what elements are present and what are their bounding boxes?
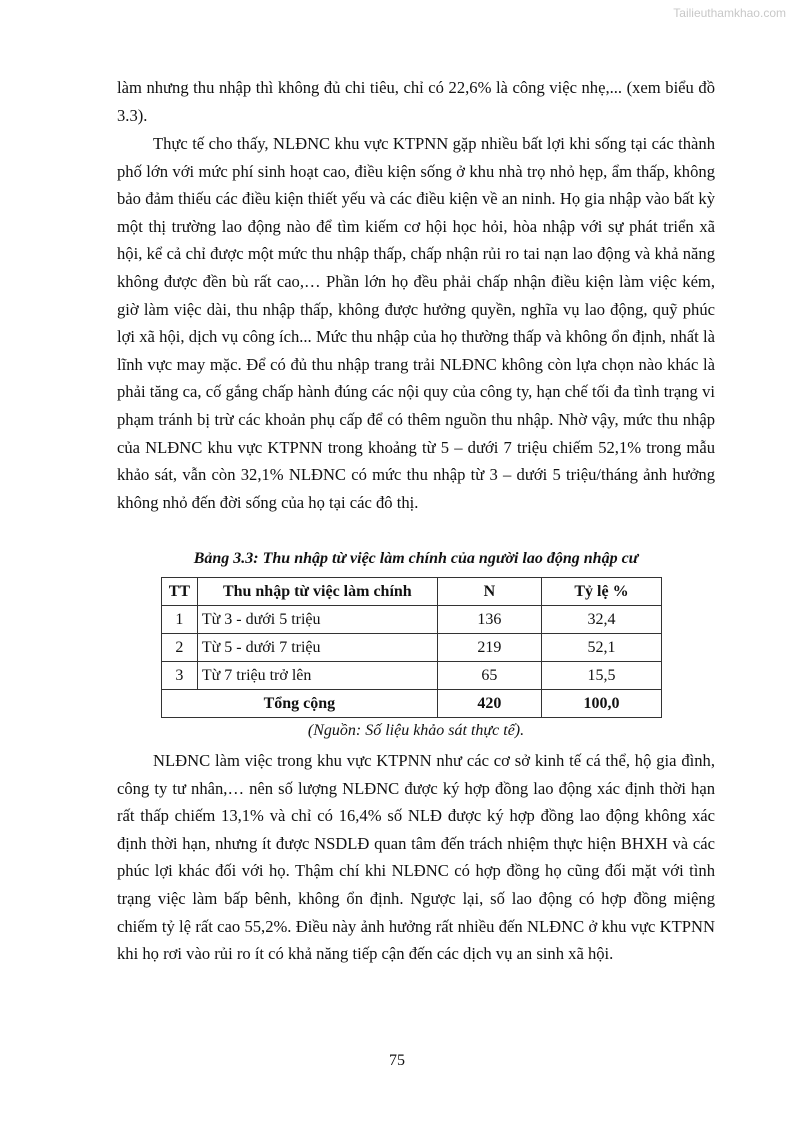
paragraph-3: NLĐNC làm việc trong khu vực KTPNN như các cơ sở kinh tế cá thể, hộ gia đình, công ty tư nhân,… nên số lượng NLĐNC được ký hợp đồng lao động xác định thời hạn rất thấp chiếm 13,1% và chỉ có 16,4% số NLĐ được ký hợp đồng lao động không xác định thời hạn, nhưng ít được NSDLĐ quan tâm đến trách nhiệm thực hiện BHXH và các phúc lợi khác đối với họ. Thậm chí khi NLĐNC có hợp đồng họ cũng đối mặt với tình trạng việc làm bấp bênh, không ổn định. Ngược lại, số lao động có hợp đồng miệng chiếm tỷ lệ rất cao 55,2%. Điều này ảnh hưởng rất nhiều đến NLĐNC ở khu vực KTPNN khi họ rơi vào rủi ro ít có khả năng tiếp cận đến các dịch vụ an sinh xã hội. [117,751,715,964]
table-row [162,606,662,634]
total-n: 420 [437,690,541,718]
cell-n: 136 [437,606,541,634]
cell-n: 65 [437,662,541,690]
table-caption: Bảng 3.3: Thu nhập từ việc làm chính của người lao động nhập cư [193,550,639,567]
table-row [162,662,662,690]
cell-tt: 1 [162,606,198,634]
page-number: 75 [389,1052,405,1069]
total-pct: 100,0 [541,690,661,718]
paragraph-2: Thực tế cho thấy, NLĐNC khu vực KTPNN gặp nhiều bất lợi khi sống tại các thành phố lớn với mức phí sinh hoạt cao, điều kiện sống ở khu nhà trọ nhỏ hẹp, ẩm thấp, không bảo đảm thiếu các điều kiện thiết yếu và các điều kiện về an ninh. Họ gia nhập vào bất kỳ một thị trường lao động nào để tìm kiếm cơ hội học hỏi, hòa nhập với sự phát triển xã hội, kể cả chỉ được một mức thu nhập thấp, chấp nhận rủi ro tai nạn lao động và khả năng không được đền bù rất cao,… Phần lớn họ đều phải chấp nhận điều kiện làm việc kém, giờ làm việc dài, thu nhập thấp, không được hưởng quyền, nghĩa vụ lao động, quỹ phúc lợi xã hội, dịch vụ công ích... Mức thu nhập của họ thường thấp và không ổn định, nhất là lĩnh vực may mặc. Để có đủ thu nhập trang trải NLĐNC không còn lựa chọn nào khác là phải tăng ca, cố gắng chấp hành đúng các nội quy của công ty, hạn chế tối đa tình trạng vi phạm tránh bị trừ các khoản phụ cấp để có thêm nguồn thu nhập. Nhờ vậy, mức thu nhập của NLĐNC khu vực KTPNN trong khoảng từ 5 – dưới 7 triệu chiếm 52,1% trong mẫu khảo sát, vẫn còn 32,1% NLĐNC có mức thu nhập từ 3 – dưới 5 triệu/tháng ảnh hưởng không nhỏ đến đời sống của họ tại các đô thị. [117,134,715,512]
cell-pct: 32,4 [541,606,661,634]
income-table [161,577,662,718]
cell-n: 219 [437,634,541,662]
table-source: (Nguồn: Số liệu khảo sát thực tế). [307,722,525,739]
cell-income: Từ 7 triệu trở lên [197,662,437,690]
header-n: N [437,578,541,606]
cell-tt: 3 [162,662,198,690]
table-total-row [162,690,662,718]
header-income: Thu nhập từ việc làm chính [197,578,437,606]
cell-pct: 15,5 [541,662,661,690]
cell-tt: 2 [162,634,198,662]
cell-income: Từ 5 - dưới 7 triệu [197,634,437,662]
watermark: Tailieuthamkhao.com [673,6,786,20]
total-label: Tổng cộng [162,690,438,718]
table-row [162,634,662,662]
header-tt: TT [162,578,198,606]
header-pct: Tỷ lệ % [541,578,661,606]
cell-income: Từ 3 - dưới 5 triệu [197,606,437,634]
table-header-row [162,578,662,606]
paragraph-1: làm nhưng thu nhập thì không đủ chi tiêu, chỉ có 22,6% là công việc nhẹ,... (xem biểu đồ 3.3). [117,78,715,125]
cell-pct: 52,1 [541,634,661,662]
